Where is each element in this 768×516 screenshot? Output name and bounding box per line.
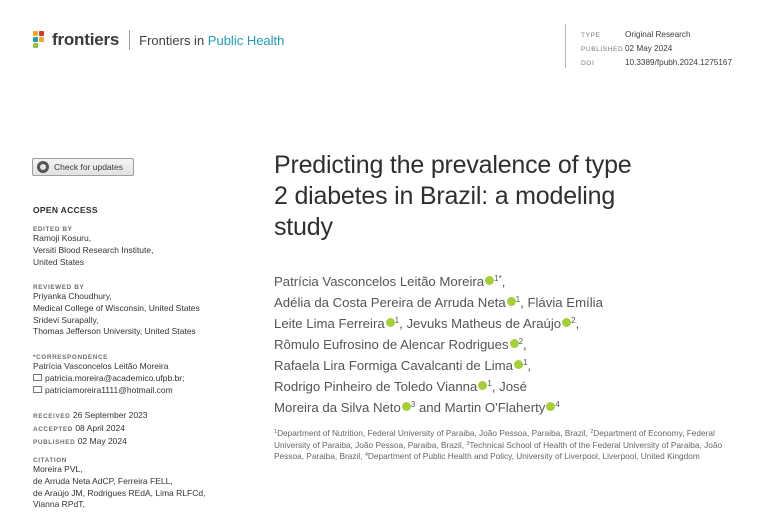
citation-line: de Araújo JM, Rodrigues REdA, Lima RLFCd, [33, 487, 206, 498]
author-conjunction: and [418, 400, 441, 415]
edited-by-section [33, 226, 238, 268]
orcid-icon[interactable] [514, 360, 523, 369]
author-name[interactable]: Adélia da Costa Pereira de Arruda Neta [274, 295, 506, 310]
edited-by-label: EDITED BY [33, 226, 73, 233]
author-name[interactable]: Rafaela Lira Formiga Cavalcanti de Lima [274, 358, 513, 373]
doi-link[interactable]: 10.3389/fpubh.2024.1275167 [625, 58, 732, 67]
affiliation-sup: 3 [410, 400, 416, 409]
type-label: TYPE [581, 32, 601, 39]
title-line: study [274, 213, 333, 241]
affiliation-sup: 2 [518, 337, 524, 346]
type-value: Original Research [625, 30, 691, 39]
article-title [274, 150, 744, 243]
author-name[interactable]: José [499, 379, 527, 394]
email-row[interactable] [33, 373, 238, 385]
author-name[interactable]: Rodrigo Pinheiro de Toledo Vianna [274, 379, 478, 394]
email-link[interactable]: patriciamoreira1111@hotmail.com [45, 384, 173, 395]
journal-name[interactable]: Frontiers in Public Health [139, 32, 285, 48]
editor-line: Versiti Blood Research Institute, [33, 244, 154, 255]
dates-section [33, 410, 238, 448]
affiliation-sup: 1* [494, 274, 502, 283]
published-value: 02 May 2024 [77, 435, 127, 446]
affiliation-sup: 1 [487, 379, 492, 388]
doi-label: DOI [581, 60, 595, 67]
author-name[interactable]: Patrícia Vasconcelos Leitão Moreira [274, 274, 485, 289]
orcid-icon[interactable] [562, 318, 571, 327]
orcid-icon[interactable] [546, 402, 555, 411]
email-row[interactable] [33, 385, 238, 397]
orcid-icon[interactable] [485, 276, 494, 285]
correspondence-name: Patrícia Vasconcelos Leitão Moreira [33, 361, 169, 371]
editor-line: United States [33, 256, 85, 267]
article-meta [581, 28, 732, 70]
published-label: PUBLISHED [33, 438, 76, 446]
reviewed-by-label: REVIEWED BY [33, 284, 85, 291]
frontiers-logo-icon [33, 31, 47, 49]
citation-line: Moreira PVL, [33, 464, 83, 474]
received-value: 26 September 2023 [72, 410, 148, 420]
affiliation-number: 3 [466, 440, 470, 447]
affiliation-text: Department of Economy, Federal University of Paraiba, João Pessoa, Paraiba, Brazil, [274, 428, 715, 450]
title-line: Predicting the prevalence of type [274, 151, 632, 179]
email-icon [33, 386, 42, 393]
correspondence-section [33, 354, 238, 396]
correspondence-label: *CORRESPONDENCE [33, 354, 109, 361]
published-label: PUBLISHED [581, 46, 624, 53]
affiliation-sup: 2 [571, 316, 576, 325]
accepted-value: 08 April 2024 [75, 422, 125, 433]
affiliation-text: Department of Nutrition, Federal University of Paraiba, João Pessoa, Paraiba, Brazil, [277, 428, 591, 438]
orcid-icon[interactable] [402, 402, 411, 411]
affiliation-text: Department of Public Health and Policy, University of Liverpool, Liverpool, United Kingdom [367, 451, 700, 462]
author-name[interactable]: Martin O'Flaherty [444, 400, 546, 415]
check-for-updates-button[interactable] [32, 158, 134, 176]
affiliation-sup: 1 [394, 316, 400, 325]
reviewed-by-section [33, 284, 238, 338]
orcid-icon[interactable] [507, 297, 516, 306]
author-name[interactable]: Flávia Emília [527, 295, 603, 310]
reviewer-line: Thomas Jefferson University, United States [33, 326, 196, 337]
email-icon [33, 374, 42, 381]
header-divider [129, 30, 130, 50]
reviewer-line: Medical College of Wisconsin, United States [33, 302, 200, 313]
affiliation-number: 4 [364, 452, 368, 459]
citation-line: Vianna RPdT, [33, 499, 85, 510]
citation-label: CITATION [33, 457, 68, 464]
affiliation-sup: 1 [522, 358, 528, 367]
accepted-label: ACCEPTED [33, 425, 73, 433]
author-name[interactable]: Rômulo Eufrosino de Alencar Rodrigues [274, 337, 509, 352]
citation-section [33, 457, 238, 511]
affiliation-number: 2 [590, 429, 594, 435]
brand-name[interactable]: frontiers [52, 30, 120, 49]
published-value: 02 May 2024 [625, 44, 673, 53]
journal-header [33, 30, 284, 50]
received-label: RECEIVED [33, 413, 71, 420]
open-access-label: OPEN ACCESS [33, 205, 98, 215]
title-line: 2 diabetes in Brazil: a modeling [274, 182, 616, 210]
author-name[interactable]: Jevuks Matheus de Araújo [406, 316, 562, 331]
meta-divider [565, 24, 566, 68]
check-updates-label: Check for updates [54, 162, 123, 172]
orcid-icon[interactable] [386, 318, 395, 327]
editor-line: Ramoji Kosuru, [33, 233, 92, 243]
citation-line: de Arruda Neta AdCP, Ferreira FELL, [33, 475, 173, 486]
affiliation-number: 1 [274, 429, 278, 435]
reviewer-line: Sridevi Surapally, [33, 314, 99, 325]
email-link[interactable]: patricia.moreira@academico.ufpb.br; [45, 372, 185, 383]
update-icon [37, 161, 49, 173]
orcid-icon[interactable] [478, 381, 487, 390]
author-name[interactable]: Moreira da Silva Neto [274, 400, 401, 415]
author-name[interactable]: Leite Lima Ferreira [274, 316, 385, 331]
affiliation-sup: 1 [515, 295, 521, 304]
author-list: Patrícia Vasconcelos Leitão Moreira $^{1*}$, Adélia da Costa Pereira de Arruda Neta $^1$, Flávia Emília Leite Lima Ferreira $^1$, Jevuks Matheus de Araújo $^2$, Rômulo Eufrosino de Alencar Rodrigues $^2$, Rafaela Lira Formiga Cavalcanti de Lima $^1$, Rodrigo Pinheiro de Toledo Vianna $^1$, José Moreira da Silva Neto $^3$ and Martin O'Flaherty $^4$ [274, 274, 603, 415]
affiliation-sup: 4 [555, 400, 560, 409]
reviewer-line: Priyanka Choudhury, [33, 291, 112, 301]
orcid-icon[interactable] [510, 339, 519, 348]
affiliations [274, 428, 744, 463]
affiliation-text: Technical School of Health of the Federal University of Paraiba, João Pessoa, Paraiba, Brazil, [274, 439, 723, 462]
